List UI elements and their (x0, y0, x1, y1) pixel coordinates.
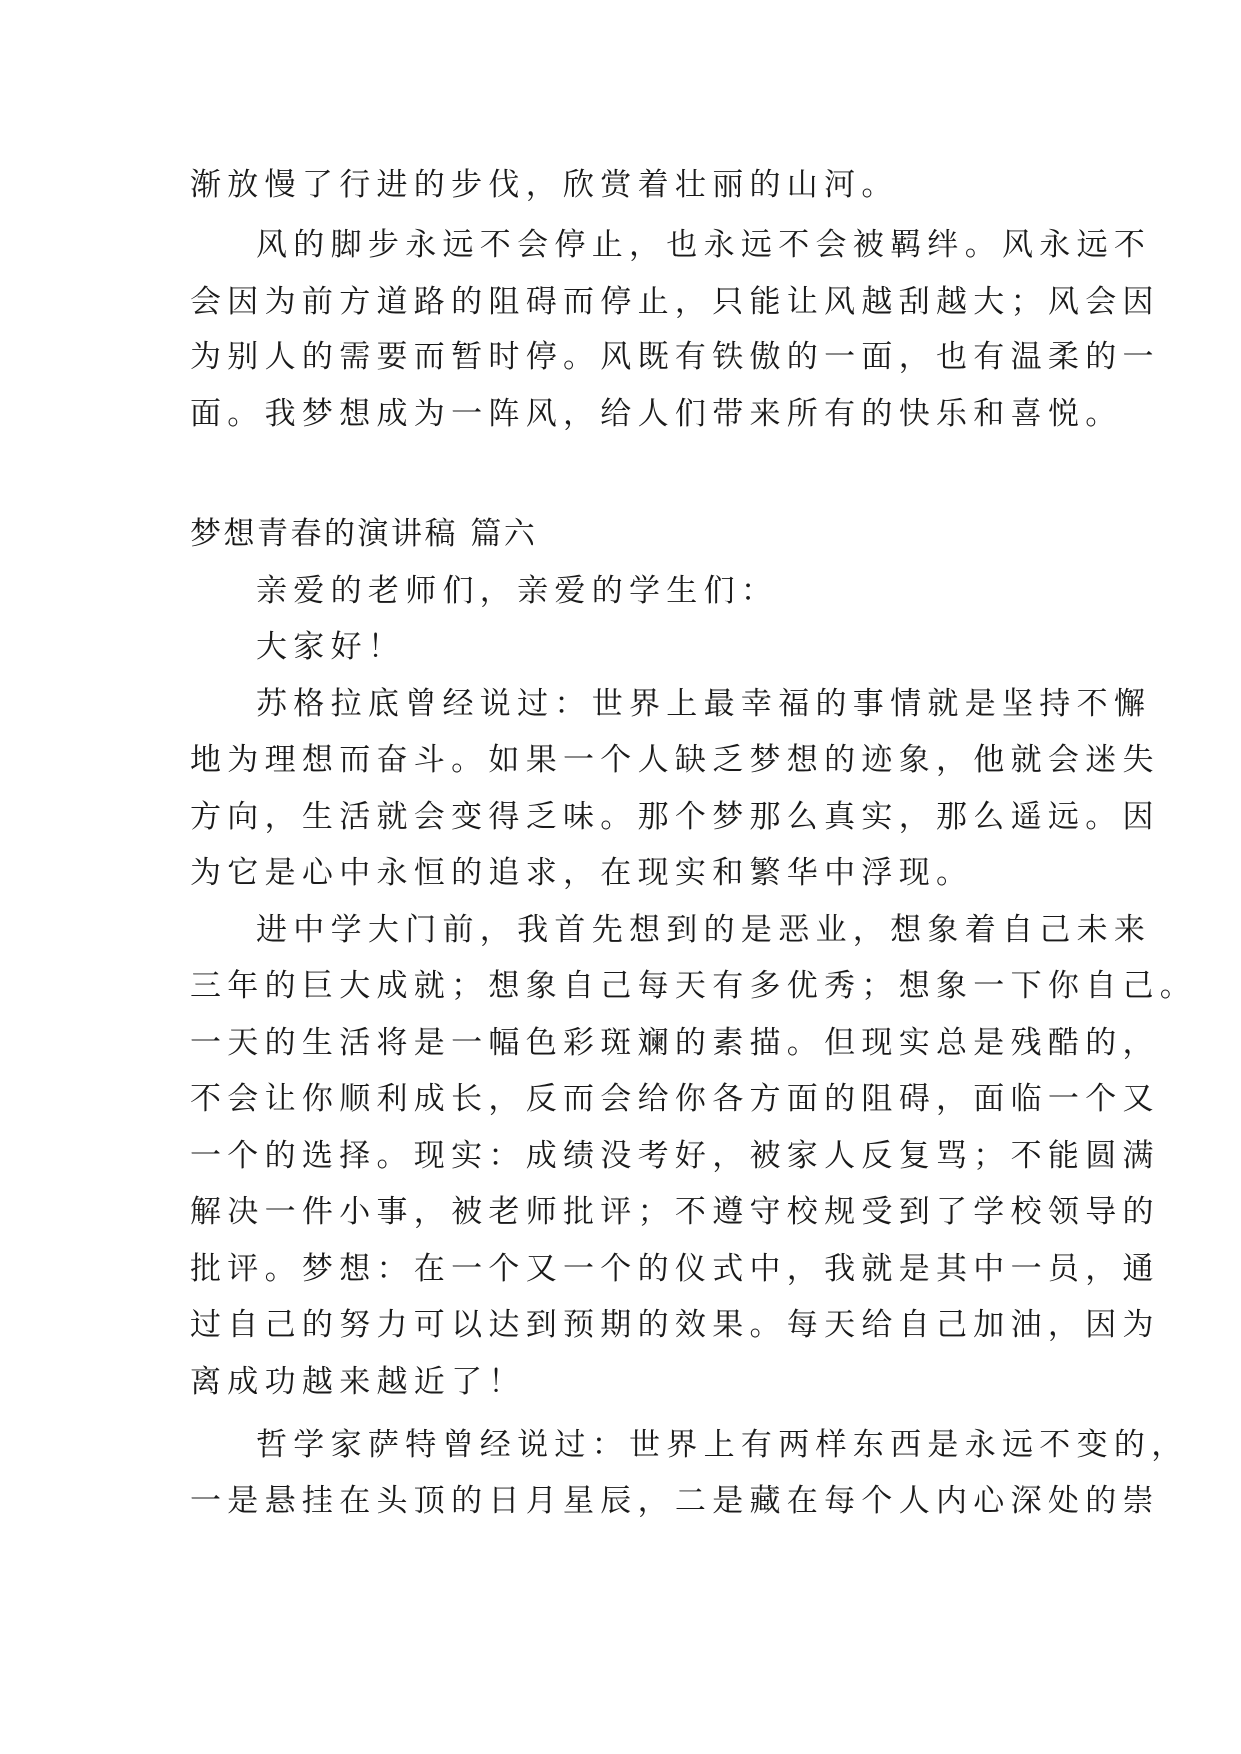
greeting: 大家好！ (256, 629, 406, 665)
body-text-line: 解决一件小事，被老师批评；不遵守校规受到了学校领导的 (190, 1194, 1160, 1230)
body-text-line: 方向，生活就会变得乏味。那个梦那么真实，那么遥远。因 (190, 799, 1160, 835)
body-text-line: 过自己的努力可以达到预期的效果。每天给自己加油，因为 (190, 1307, 1160, 1343)
body-text-line: 一个的选择。现实：成绩没考好，被家人反复骂；不能圆满 (190, 1138, 1160, 1174)
body-text-line: 为它是心中永恒的追求，在现实和繁华中浮现。 (190, 855, 974, 891)
body-text-line: 不会让你顺利成长，反而会给你各方面的阻碍，面临一个又 (190, 1081, 1160, 1117)
body-text-line: 面。我梦想成为一阵风，给人们带来所有的快乐和喜悦。 (190, 396, 1123, 432)
paragraph-first-line: 哲学家萨特曾经说过：世界上有两样东西是永远不变的， (256, 1427, 1189, 1463)
body-text-line: 会因为前方道路的阻碍而停止，只能让风越刮越大；风会因 (190, 284, 1160, 320)
paragraph-first-line: 风的脚步永远不会停止，也永远不会被羁绊。风永远不 (256, 227, 1152, 263)
section-heading: 梦想青春的演讲稿 篇六 (190, 516, 538, 552)
body-text-line: 一是悬挂在头顶的日月星辰，二是藏在每个人内心深处的崇 (190, 1483, 1160, 1519)
body-text-line: 离成功越来越近了！ (190, 1364, 526, 1400)
body-text-line: 为别人的需要而暂时停。风既有铁傲的一面，也有温柔的一 (190, 339, 1160, 375)
paragraph-first-line: 进中学大门前，我首先想到的是恶业，想象着自己未来 (256, 912, 1152, 948)
body-text-line: 一天的生活将是一幅色彩斑斓的素描。但现实总是残酷的， (190, 1025, 1160, 1061)
body-text-line: 渐放慢了行进的步伐，欣赏着壮丽的山河。 (190, 167, 899, 203)
body-text-line: 三年的巨大成就；想象自己每天有多优秀；想象一下你自己。 (190, 968, 1198, 1004)
paragraph-first-line: 苏格拉底曾经说过：世界上最幸福的事情就是坚持不懈 (256, 686, 1152, 722)
salutation: 亲爱的老师们，亲爱的学生们： (256, 573, 779, 609)
body-text-line: 地为理想而奋斗。如果一个人缺乏梦想的迹象，他就会迷失 (190, 742, 1160, 778)
body-text-line: 批评。梦想：在一个又一个的仪式中，我就是其中一员，通 (190, 1251, 1160, 1287)
